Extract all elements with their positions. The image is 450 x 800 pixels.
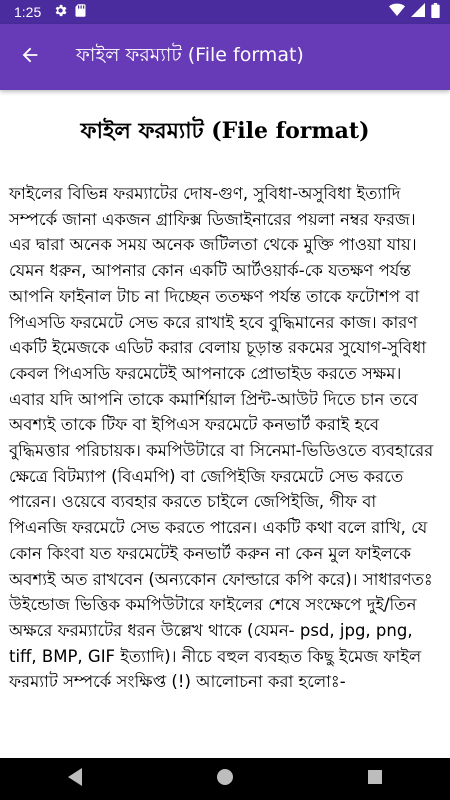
status-icons-right <box>389 3 440 22</box>
app-bar-title: ফাইল ফরম্যাট (File format) <box>76 44 304 66</box>
signal-icon <box>411 3 425 21</box>
article-content[interactable] <box>0 90 450 758</box>
nav-home-button[interactable] <box>195 758 255 800</box>
app-bar <box>0 24 450 90</box>
nav-back-button[interactable] <box>45 758 105 800</box>
wifi-icon <box>389 3 405 21</box>
status-icons-left <box>53 3 87 22</box>
navigation-bar <box>0 758 450 800</box>
article-body: ফাইলের বিভিন্ন ফরম্যাটের দোষ-গুণ, সুবিধা-অসুবিধা ইত্যাদি সম্পর্কে জানা একজন গ্রাফিক্স ডিজাইনারের পয়লা নম্বর ফরজ। এর দ্বারা অনেক সময় অনেক জটিলতা থেকে মুক্তি পাওয়া যায়। যেমন ধরুন, আপনার কোন একটি আর্টওয়ার্ক-কে যতক্ষণ পর্যন্ত আপনি ফাইনাল টাচ না দিচ্ছেন ততক্ষণ পর্যন্ত তাকে ফটোশপ বা পিএসডি ফরমেটে সেভ করে রাখাই হবে বুদ্ধিমানের কাজ। কারণ একটি ইমেজকে এডিট করার বেলায় চূড়ান্ত রকমের সুযোগ-সুবিধা কেবল পিএসডি ফরমেটেই আপনাকে প্রোভাইড করতে সক্ষম। এবার যদি আপনি তাকে কমার্শিয়াল প্রিন্ট-আউট দিতে চান তবে অবশ্যই তাকে টিফ বা ইপিএস ফরমেটে কনভার্ট করাই হবে বুদ্ধিমত্তার পরিচায়ক। কমপিউটারে বা সিনেমা-ভিডিওতে ব্যবহারের ক্ষেত্রে বিটম্যাপ (বিএমপি) বা জেপিইজি ফরমেটে সেভ করতে পারেন। ওয়েবে ব্যবহার করতে চাইলে জেপিইজি, গীফ বা পিএনজি ফরমেটে সেভ করতে পারেন। একটি কথা বলে রাখি, যে কোন কিংবা যত ফরমেটেই কনভার্ট করুন না কেন মুল ফাইলকে অবশ্যই অত রাখবেন (অন্যকোন ফোল্ডারে কপি করে)। সাধারণতঃ উইন্ডোজ ভিত্তিক কমপিউটারে ফাইলের শেষে সংক্ষেপে দুই/তিন অক্ষরে ফরম্যাটের ধরন উল্লেখ থাকে (যেমন- psd, jpg, png, tiff, BMP, GIF ইত্যাদি)। নীচে বহুল ব্যবহৃত কিছু ইমেজ ফাইল ফরম্যাট সম্পর্কে সংক্ষিপ্ত (!) আলোচনা করা হলোঃ- <box>9 184 434 692</box>
back-button[interactable] <box>2 29 58 85</box>
article-heading: ফাইল ফরম্যাট (File format) <box>80 118 370 144</box>
sd-card-icon <box>74 3 87 22</box>
status-time: 1:25 <box>14 4 42 20</box>
circle-home-icon <box>215 767 235 791</box>
gear-icon <box>53 3 68 22</box>
nav-recents-button[interactable] <box>345 758 405 800</box>
status-bar <box>0 0 450 24</box>
arrow-left-icon <box>19 44 41 70</box>
square-recents-icon <box>367 769 383 789</box>
triangle-back-icon <box>66 767 84 791</box>
battery-icon <box>431 3 440 22</box>
